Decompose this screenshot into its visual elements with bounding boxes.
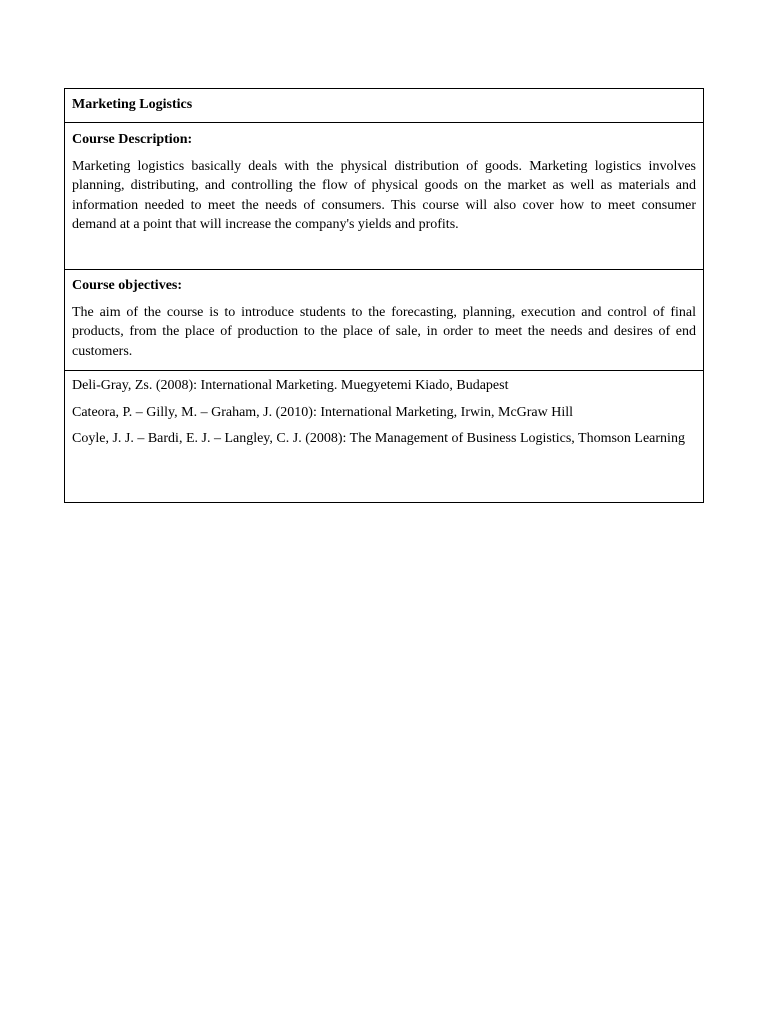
course-table: [64, 88, 704, 503]
description-cell: [65, 123, 704, 270]
objectives-row: [65, 270, 704, 371]
reference-item: Coyle, J. J. – Bardi, E. J. – Langley, C. J. (2008): The Management of Business Logistics, Thomson Learning: [72, 431, 685, 446]
course-title: Marketing Logistics: [72, 97, 193, 112]
references-cell: [65, 371, 704, 503]
objectives-cell: [65, 270, 704, 371]
reference-item: Deli-Gray, Zs. (2008): International Marketing. Muegyetemi Kiado, Budapest: [72, 378, 509, 393]
title-row: [65, 89, 704, 123]
description-row: [65, 123, 704, 270]
objectives-heading: Course objectives:: [72, 278, 183, 293]
description-text: Marketing logistics basically deals with the physical distribution of goods. Marketing logistics involves planning, distributing, and controlling the flow of physical goods on the market as well as materials and information needed to meet the needs of consumers. This course will also cover how to meet consumer demand at a point that will increase the company's yields and profits.: [72, 158, 696, 232]
objectives-text: The aim of the course is to introduce students to the forecasting, planning, execution and control of final products, from the place of production to the place of sale, in order to meet the needs and desires of end customers.: [72, 304, 696, 359]
title-cell: [65, 89, 704, 123]
reference-item: Cateora, P. – Gilly, M. – Graham, J. (2010): International Marketing, Irwin, McGraw Hill: [72, 404, 574, 420]
description-heading: Course Description:: [72, 132, 193, 147]
references-row: [65, 371, 704, 503]
